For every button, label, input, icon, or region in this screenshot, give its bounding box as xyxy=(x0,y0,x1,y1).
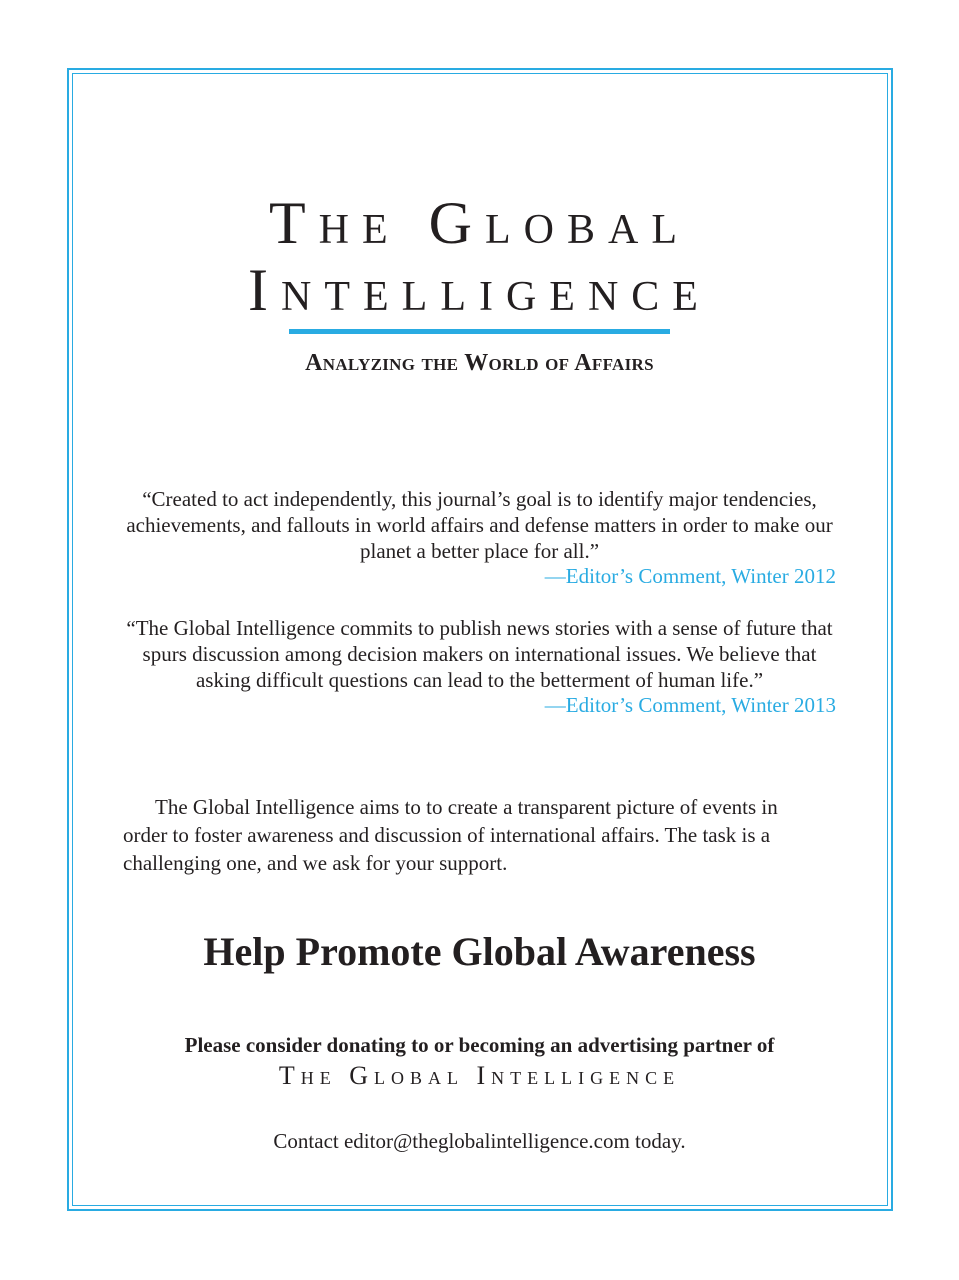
quote-2012: “Created to act independently, this journal’s goal is to identify major tendencies, achievements, and fallouts in world affairs and defense matters in order to make our planet a better place for all.” xyxy=(126,487,833,563)
mission-paragraph: The Global Intelligence aims to to create a transparent picture of events in order to foster awareness and discussion of international affairs. The task is a challenging one, and we ask for your support. xyxy=(123,795,778,875)
contact-line: Contact editor@theglobalintelligence.com today. xyxy=(273,1129,686,1153)
quote-2013-attribution: —Editor’s Comment, Winter 2013 xyxy=(544,693,836,717)
masthead-title-line2: Intelligence xyxy=(248,257,711,323)
masthead-rule xyxy=(289,329,670,334)
cta-headline: Help Promote Global Awareness xyxy=(203,929,756,974)
quote-2013: “The Global Intelligence commits to publish news stories with a sense of future that spurs discussion among decision makers on international issues. We believe that asking difficult questions can lead to the betterment of human life.” xyxy=(126,616,833,692)
quote-2012-attribution: —Editor’s Comment, Winter 2012 xyxy=(544,564,836,588)
masthead-title-line1: The Global xyxy=(269,190,690,256)
cta-donation-text: Please consider donating to or becoming an advertising partner of xyxy=(184,1033,775,1057)
masthead-tagline: Analyzing the World of Affairs xyxy=(305,350,654,376)
cta-publication-name: The Global Intelligence xyxy=(278,1061,681,1090)
